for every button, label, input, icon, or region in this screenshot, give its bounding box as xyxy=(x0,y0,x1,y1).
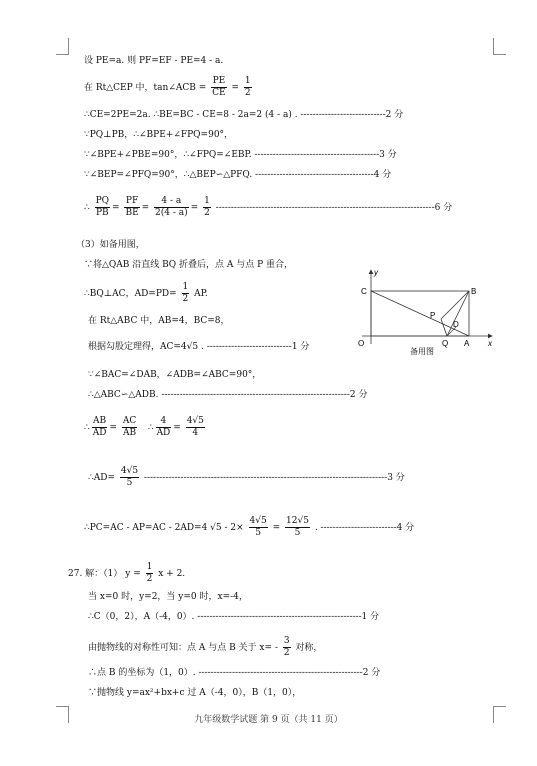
label-A: A xyxy=(464,339,470,348)
fraction: $\frac{1}{2}$ xyxy=(182,282,189,304)
solution-line-tan: 在 Rt△CEP 中，tan∠ACB = $\frac{PE}{CE}$ = $\frac{1}{2}$ xyxy=(84,76,251,98)
solution-line-proportion: ∴ $\frac{AB}{AD}$ = $\frac{AC}{AB}$ ∴ $\frac{4}{AD}$ = $\frac{4√5}{4}$ xyxy=(84,416,204,438)
question-27-line: 27. 解：（1） y = $\frac{1}{2}$ x + 2. xyxy=(68,562,186,584)
fraction: $\frac{4√5}{5}$ xyxy=(120,466,139,488)
diagonal-CA xyxy=(371,291,469,336)
label-O-left: O xyxy=(358,339,365,348)
fraction: $\frac{1}{2}$ xyxy=(204,196,210,218)
solution-line: ∴△ABC∽△ADB. --------------------------------------------------------------2 分 xyxy=(88,390,368,400)
solution-line: 在 Rt△ABC 中，AB=4，BC=8， xyxy=(88,316,230,326)
solution-line: ∵∠BEP=∠PFQ=90°，∴△BEP∽△PFQ. ---------------------------------------4 分 xyxy=(84,170,392,180)
fraction: $\frac{1}{2}$ xyxy=(146,562,153,584)
solution-line: ∵将△QAB 沿直线 BQ 折叠后，点 A 与点 P 重合， xyxy=(84,260,293,270)
fraction: $\frac{4√5}{4}$ xyxy=(186,416,204,438)
solution-line: ∴AD= $\frac{4√5}{5}$ --------------------------------------------------------------------------------3 分 xyxy=(88,466,405,488)
geometry-figure xyxy=(352,264,502,360)
label-D: D xyxy=(453,320,459,329)
label-x: x xyxy=(488,339,492,348)
solution-line: ∴PC=AC - AP=AC - 2AD=4 √5 - 2× $\frac{4√5}{5}$ = $\frac{12√5}{5}$ . -------------------------4 分 xyxy=(84,516,415,538)
fraction: $\frac{1}{2}$ xyxy=(244,76,251,98)
label-P: P xyxy=(430,311,436,320)
figure-caption: 备用图 xyxy=(410,347,434,356)
corner-mark-top-left xyxy=(56,38,69,55)
segment-BP xyxy=(441,291,469,319)
label-y: y xyxy=(374,268,378,277)
solution-line: ∴BQ⊥AC，AD=PD= $\frac{1}{2}$ AP. xyxy=(84,282,208,304)
corner-mark-top-right xyxy=(493,38,506,55)
solution-line: ∵抛物线 y=ax²+bx+c 过 A（-4，0），B（1，0）， xyxy=(88,688,302,698)
label-C: C xyxy=(361,287,367,296)
solution-line: 由抛物线的对称性可知：点 A 与点 B 关于 x= - $\frac{3}{2}$ 对称， xyxy=(88,636,323,658)
solution-line: ∴CE=2PE=2a. ∴BE=BC - CE=8 - 2a=2 (4 - a) . ----------------------------2 分 xyxy=(84,110,404,120)
solution-line: ∵∠BPE+∠PBE=90°，∴∠FPQ=∠EBP. -----------------------------------------3 分 xyxy=(84,150,397,160)
fraction: $\frac{PF}{BE}$ xyxy=(125,196,139,218)
solution-line: ∴点 B 的坐标为（1，0）. ------------------------------------------------------2 分 xyxy=(88,668,381,678)
fraction: $\frac{4}{AD}$ xyxy=(156,416,171,438)
part-heading: （3）如备用图， xyxy=(76,240,145,250)
solution-line: 设 PE=a. 则 PF=EF - PE=4 - a. xyxy=(84,56,224,66)
fraction: $\frac{12√5}{5}$ xyxy=(286,516,309,538)
page-footer: 九年级数学试题 第 9 页（共 11 页） xyxy=(194,715,343,725)
solution-line: ∴C（0，2），A（-4，0）. ------------------------------------------------------1 分 xyxy=(88,612,380,622)
solution-line: ∵PQ⊥PB，∴∠BPE+∠FPQ=90°， xyxy=(84,130,234,140)
segment-BQ xyxy=(447,291,469,336)
solution-line: 当 x=0 时，y=2，当 y=0 时，x=-4， xyxy=(88,592,248,602)
fraction: $\frac{4√5}{5}$ xyxy=(249,516,267,538)
fraction: $\frac{PE}{CE}$ xyxy=(212,76,226,98)
fraction: $\frac{3}{2}$ xyxy=(283,636,290,658)
label-Q: Q xyxy=(442,339,449,348)
solution-line-ratio: ∴ $\frac{PQ}{PB}$ = $\frac{PF}{BE}$ = $\frac{4 - a}{2(4 - a)}$ = $\frac{1}{2}$ ------------------------------------------------------------------------6 分 xyxy=(84,196,453,218)
fraction: $\frac{AB}{AD}$ xyxy=(92,416,107,438)
label-B: B xyxy=(471,287,477,296)
fraction: $\frac{PQ}{PB}$ xyxy=(95,196,110,218)
segment-PQ xyxy=(441,319,447,336)
solution-line: ∵∠BAC=∠DAB，∠ADB=∠ABC=90°， xyxy=(88,370,262,380)
fraction: $\frac{4 - a}{2(4 - a)}$ xyxy=(155,196,188,218)
fraction: $\frac{AC}{AB}$ xyxy=(122,416,137,438)
solution-line: 根据勾股定理得，AC=4√5 . ----------------------------1 分 xyxy=(88,342,310,352)
